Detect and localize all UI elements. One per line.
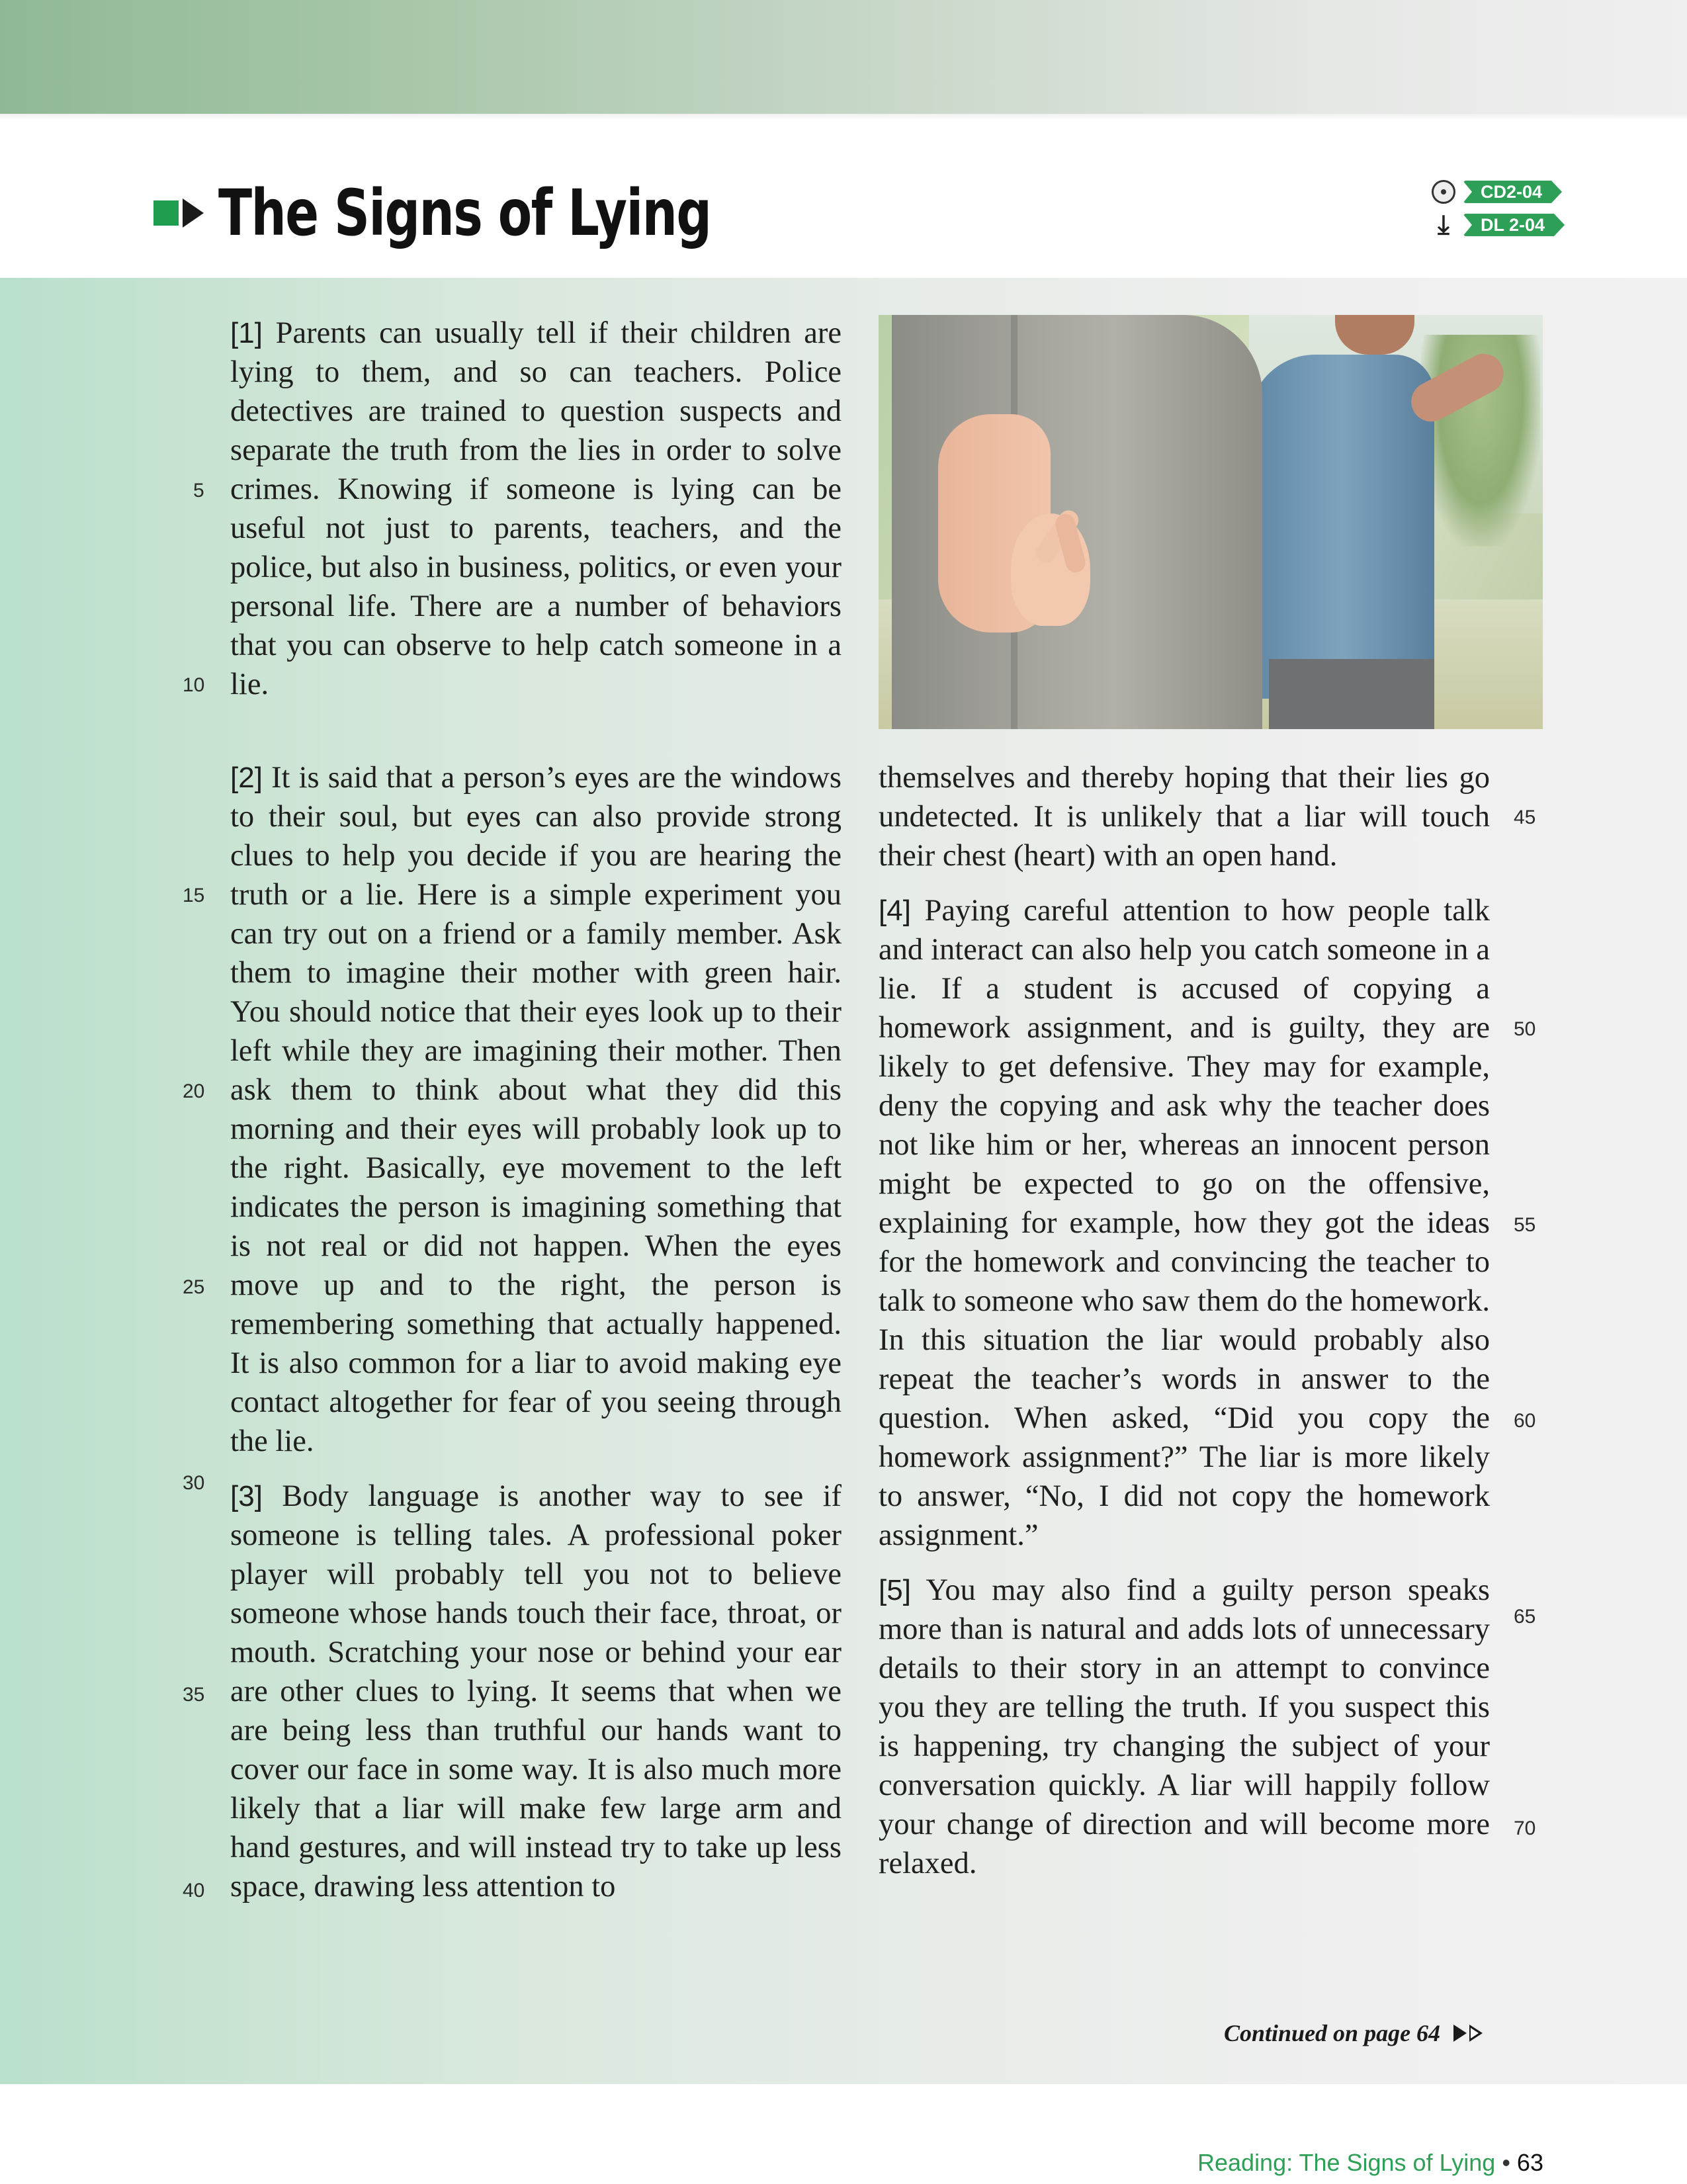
footer-bullet: • — [1502, 2149, 1510, 2176]
line-number: 20 — [183, 1080, 205, 1102]
paragraph-text: Body language is another way to see if someone is telling tales. A professional poker player will probably tell you not to believe someone whose hands touch their face, throat, or mouth. Scratching your nose or behind your ear are other clues to lying. It seems that when we are being less than truthful our hands want to cover our face in some way. It is also much more likely that a liar will make few large arm and hand gestures, and will instead try to take up less space, drawing less attention to — [230, 1479, 842, 1903]
continued-link[interactable] — [1224, 2019, 1483, 2047]
cd-icon — [1429, 177, 1458, 206]
page-number: 63 — [1516, 2149, 1543, 2176]
paragraph-text: You may also find a guilty person speaks more than is natural and adds lots of unnecessary details to their story in an attempt to convince you they are telling the truth. If you suspect this is happening, try changing the subject of your conversation quickly. A liar will happily follow your change of direction and will become more relaxed. — [879, 1573, 1490, 1880]
line-number: 60 — [1514, 1410, 1536, 1432]
cd-track-row[interactable] — [1429, 176, 1554, 208]
line-number: 40 — [183, 1880, 205, 1901]
paragraph-1 — [230, 314, 842, 704]
line-number: 5 — [193, 480, 204, 502]
play-marker-icon — [153, 198, 204, 228]
download-track-label: DL 2-04 — [1463, 214, 1554, 236]
paragraph-text: Paying careful attention to how people talk and interact can also help you catch someone in a lie. If a student is accused of copying a homework assignment, and is guilty, they are likely to get defensive. They may for example, deny the copying and ask why the teacher does not like him or her, whereas an innocent person might be expected to go on the offensive, explaining for example, how they got the ideas for the homework and convincing the teacher to talk to someone who saw them do the homework. In this situation the liar would probably also repeat the teacher’s words in answer to the question. When asked, “Did you copy the homework assignment?” The liar is more likely to answer, “No, I did not copy the homework assignment.” — [879, 894, 1491, 1552]
download-icon: ⤓ — [1438, 210, 1449, 240]
line-number: 55 — [1514, 1214, 1536, 1236]
column-right — [879, 758, 1490, 1899]
paragraph-3 — [230, 1477, 842, 1906]
line-number: 35 — [183, 1684, 205, 1706]
paragraph-4 — [879, 891, 1490, 1555]
column-left-top — [230, 314, 842, 720]
line-number: 10 — [183, 674, 205, 696]
paragraph-2 — [230, 758, 842, 1461]
photo-crossed-fingers — [879, 315, 1543, 729]
line-number: 15 — [183, 885, 205, 906]
paragraph-number: [3] — [230, 1480, 263, 1512]
fast-forward-icon — [1453, 2025, 1483, 2042]
continued-label: Continued on page 64 — [1224, 2020, 1441, 2046]
line-number: 65 — [1514, 1606, 1536, 1628]
paragraph-number: [1] — [230, 317, 263, 349]
paragraph-text: It is said that a person’s eyes are the windows to their soul, but eyes can also provide strong clues to help you decide if you are hearing the truth or a lie. Here is a simple experiment you can try out on a friend or a family member. Ask them to imagine their mother with green hair. You should notice that their eyes look up to their left while they are imagining their mother. Then ask them to think about what they did this morning and their eyes will probably look up to the right. Basically, eye movement to the left indicates the person is imagining something that is not real or did not happen. When the eyes move up and to the right, the person is remembering something that actually happened. It is also common for a liar to avoid making eye contact altogether for fear of you seeing through the lie. — [230, 761, 842, 1458]
footer-section-title: Reading: The Signs of Lying — [1197, 2149, 1496, 2176]
line-number: 30 — [183, 1472, 205, 1494]
line-number: 70 — [1514, 1817, 1536, 1839]
paragraph-number: [4] — [879, 895, 911, 927]
paragraph-text: Parents can usually tell if their children are lying to them, and so can teachers. Police detectives are trained to question suspects and separate the truth from the lies in order to solve crimes. Knowing if someone is lying can be useful not just to parents, teachers, and the police, but also in business, politics, or even your personal life. There are a number of behaviors that you can observe to help catch someone in a lie. — [230, 316, 842, 701]
cd-track-label: CD2-04 — [1463, 181, 1551, 203]
header-band-shadow — [0, 114, 1687, 120]
paragraph-5 — [879, 1571, 1490, 1883]
line-number: 50 — [1514, 1018, 1536, 1040]
download-track-row[interactable] — [1429, 209, 1554, 241]
line-number: 45 — [1514, 807, 1536, 828]
paragraph-number: [5] — [879, 1574, 911, 1606]
paragraph-text: themselves and thereby hoping that their lies go undetected. It is unlikely that a liar will touch their chest (heart) with an open hand. — [879, 761, 1490, 873]
title-block — [153, 173, 849, 253]
page-title: The Signs of Lying — [218, 176, 711, 250]
column-left-bottom — [230, 758, 842, 1922]
header-band — [0, 0, 1687, 114]
paragraph-number: [2] — [230, 762, 263, 794]
page-footer — [1197, 2149, 1543, 2177]
audio-badges — [1429, 176, 1554, 242]
line-number: 25 — [183, 1276, 205, 1298]
paragraph-3-continued — [879, 758, 1490, 875]
